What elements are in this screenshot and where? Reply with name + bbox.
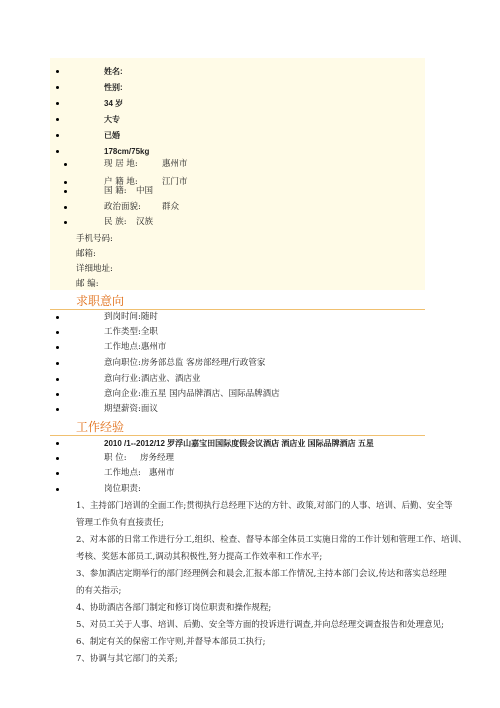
bullet-icon	[56, 118, 59, 121]
residence-label: 现 居 地:	[104, 159, 138, 169]
politics-value: 群众	[162, 202, 180, 212]
intent-arrival: 到岗时间:随时	[104, 312, 158, 322]
bullet-icon	[56, 86, 59, 89]
email-label: 邮箱:	[76, 249, 96, 259]
bullet-icon	[56, 488, 59, 491]
list-item	[0, 451, 500, 466]
intent-industry: 意向行业:酒店业、酒店业	[104, 374, 201, 384]
list-item	[0, 402, 500, 417]
hukou-label: 户 籍 地:	[104, 177, 138, 187]
list-item	[0, 387, 500, 402]
duty-line: 1、主持部门培训的全面工作;贯彻执行总经理下达的方针、政策,对部门的人事、培训、后勤、安全等	[76, 501, 453, 511]
duty-line: 的有关指示;	[76, 586, 122, 596]
bullet-icon	[56, 378, 59, 381]
section-title-intent: 求职意向	[76, 294, 125, 308]
list-item	[0, 215, 500, 230]
experience-period-company: 2010 /1--2012/12 罗浮山嘉宝田国际度假会议酒店 酒店业 国际品牌酒店 五星	[104, 439, 374, 448]
list-item	[0, 96, 500, 111]
bullet-icon	[56, 408, 59, 411]
nationality-value: 中国	[136, 186, 154, 196]
list-item	[0, 112, 500, 127]
list-item	[0, 128, 500, 143]
hukou-value: 江门市	[162, 177, 188, 187]
bullet-icon	[56, 346, 59, 349]
intent-location: 工作地点:惠州市	[104, 342, 167, 352]
list-item	[0, 356, 500, 371]
intent-job-type: 工作类型:全职	[104, 327, 158, 337]
list-item	[0, 184, 500, 199]
phone-label: 手机号码:	[76, 234, 113, 244]
gender-label: 性别:	[104, 83, 123, 92]
list-item	[0, 64, 500, 79]
duty-line: 5、对员工关于人事、培训、后勤、安全等方面的投诉进行调查,并向总经理交调查报告和处理意见;	[76, 620, 444, 630]
list-item	[0, 157, 500, 172]
politics-label: 政治面貌:	[104, 202, 141, 212]
bullet-icon	[64, 190, 67, 193]
duty-line: 管理工作负有直接责任;	[76, 518, 164, 528]
bullet-icon	[56, 442, 59, 445]
duty-line: 4、协助酒店各部门制定和修订岗位职责和操作规程;	[76, 603, 272, 613]
bullet-icon	[64, 206, 67, 209]
list-item	[0, 436, 500, 451]
bullet-icon	[64, 221, 67, 224]
ethnicity-label: 民 族:	[104, 217, 127, 227]
experience-position-value: 房务经理	[140, 453, 175, 463]
duty-line: 6、制定有关的保密工作守则,并督导本部员工执行;	[76, 637, 266, 647]
bullet-icon	[56, 472, 59, 475]
marital-status: 已婚	[104, 131, 120, 140]
bullet-icon	[56, 150, 59, 153]
bullet-icon	[56, 362, 59, 365]
duty-line: 3、参加酒店定期举行的部门经理例会和晨会,汇报本部工作情况,主持本部门会议,传达和落实总经理	[76, 569, 447, 579]
bullet-icon	[56, 102, 59, 105]
bullet-icon	[56, 331, 59, 334]
intent-position: 意向职位:房务部总监 客房部经理/行政管家	[104, 358, 266, 368]
list-item	[0, 325, 500, 340]
address-label: 详细地址:	[76, 264, 113, 274]
intent-salary: 期望薪资:面议	[104, 404, 158, 414]
height-weight: 178cm/75kg	[104, 147, 150, 156]
list-item	[0, 200, 500, 215]
bullet-icon	[56, 70, 59, 73]
list-item	[0, 482, 500, 497]
experience-location-label: 工作地点:	[104, 468, 141, 478]
bullet-icon	[56, 393, 59, 396]
experience-position-label: 职 位:	[104, 453, 127, 463]
bullet-icon	[56, 134, 59, 137]
bullet-icon	[56, 457, 59, 460]
list-item	[0, 310, 500, 325]
duty-line: 2、对本部的日常工作进行分工,组织、检查、督导本部全体员工实施日常的工作计划和管理工作、培训、	[76, 535, 467, 545]
list-item	[0, 340, 500, 355]
list-item	[0, 372, 500, 387]
name-label: 姓名:	[104, 67, 123, 76]
section-title-experience: 工作经验	[76, 420, 125, 434]
bullet-icon	[56, 316, 59, 319]
intent-company: 意向企业:准五星 国内品牌酒店、国际品牌酒店	[104, 389, 280, 399]
duty-line: 7、协调与其它部门的关系;	[76, 654, 178, 664]
list-item	[0, 80, 500, 95]
ethnicity-value: 汉族	[136, 217, 154, 227]
residence-value: 惠州市	[162, 159, 188, 169]
experience-location-value: 惠州市	[149, 468, 175, 478]
bullet-icon	[64, 163, 67, 166]
list-item	[0, 466, 500, 481]
postcode-label: 邮 编:	[76, 279, 99, 289]
age: 34 岁	[104, 99, 124, 108]
duty-line: 考核、奖惩本部员工,调动其积极性,努力提高工作效率和工作水平;	[76, 552, 323, 562]
experience-duties-label: 岗位职责:	[104, 484, 141, 494]
nationality-label: 国 籍:	[104, 186, 127, 196]
education: 大专	[104, 115, 120, 124]
